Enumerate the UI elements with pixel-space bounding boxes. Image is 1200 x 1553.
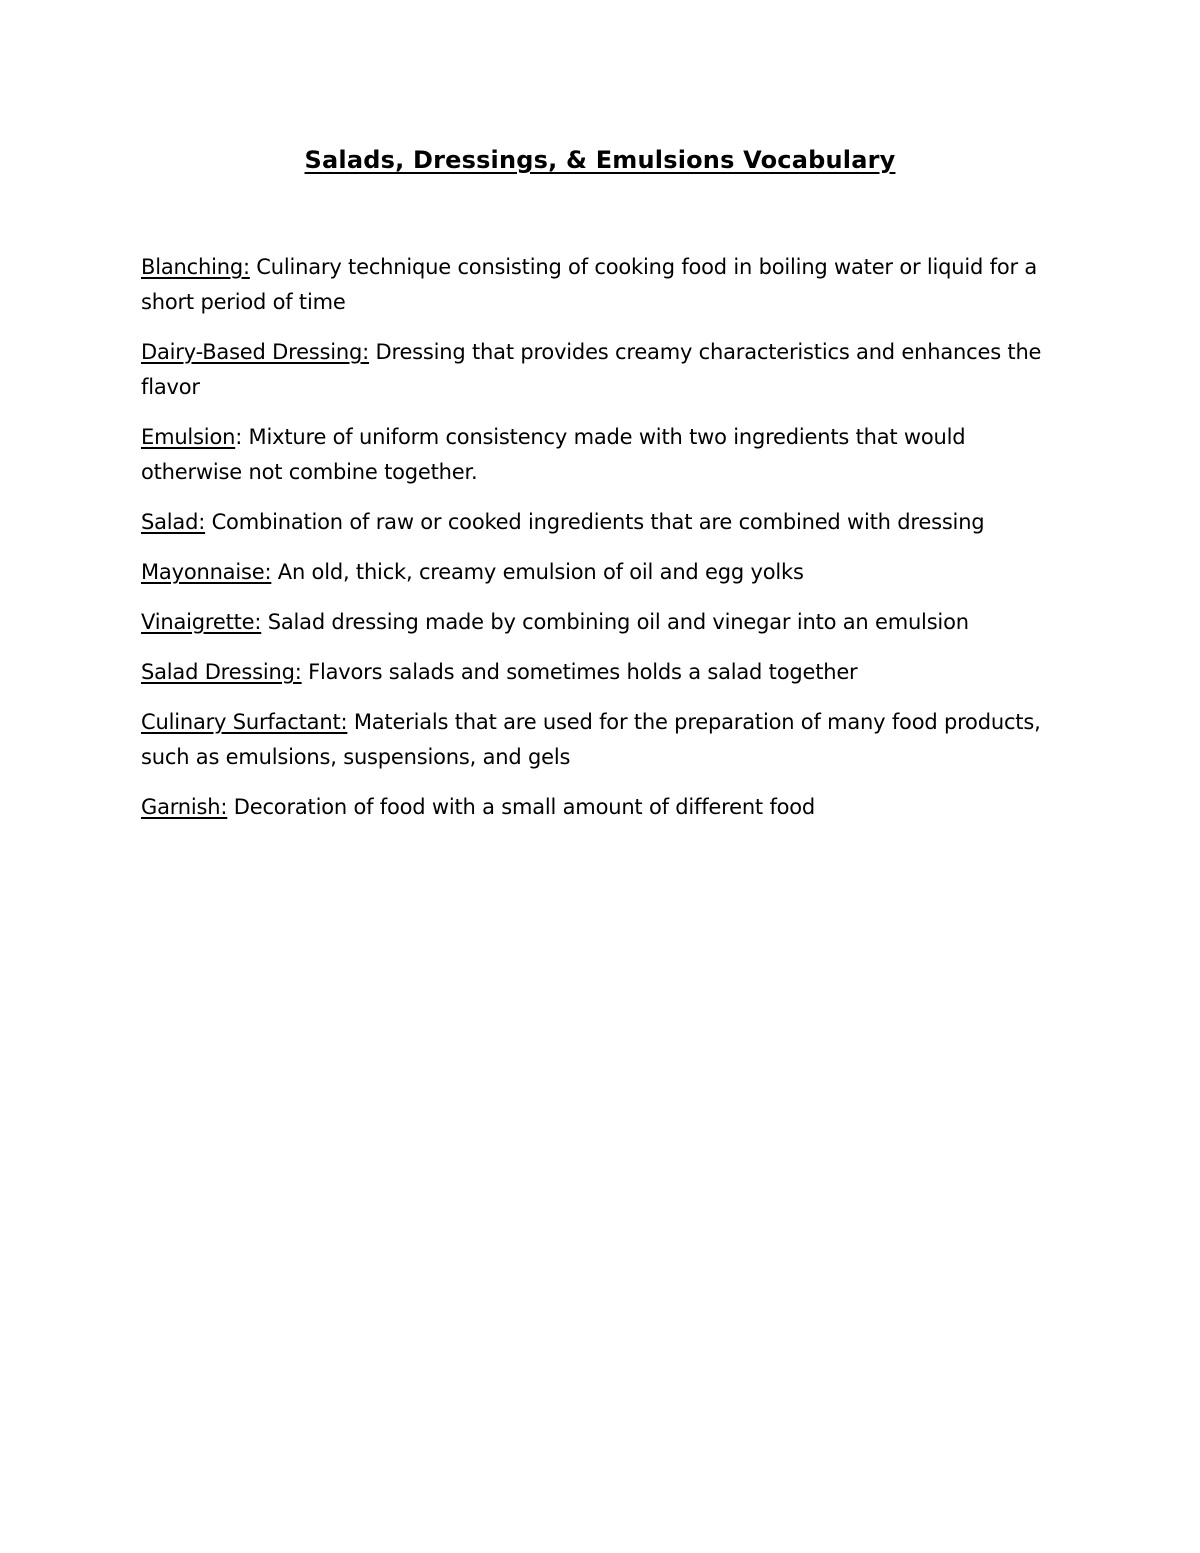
vocabulary-item-mayonnaise bbox=[141, 555, 1071, 590]
term-definition: : Mixture of uniform consistency made with two ingredients that would otherwise not combine together. bbox=[141, 425, 966, 484]
term-name: Garnish: bbox=[141, 795, 228, 819]
vocabulary-item-salad bbox=[141, 505, 1071, 540]
term-name: Dairy-Based Dressing: bbox=[141, 340, 370, 364]
term-definition: Flavors salads and sometimes holds a salad together bbox=[301, 660, 858, 684]
term-definition: Materials that are used for the preparation of many food products, such as emulsions, suspensions, and gels bbox=[141, 710, 1041, 769]
vocabulary-item-vinaigrette bbox=[141, 605, 1071, 640]
term-definition: Decoration of food with a small amount of different food bbox=[227, 795, 816, 819]
vocabulary-item-garnish bbox=[141, 790, 1071, 825]
term-definition: An old, thick, creamy emulsion of oil and egg yolks bbox=[271, 560, 804, 584]
document-title: Salads, Dressings, & Emulsions Vocabulary bbox=[304, 146, 896, 174]
term-name: Vinaigrette: bbox=[141, 610, 262, 634]
vocabulary-item-salad-dressing bbox=[141, 655, 1071, 690]
term-definition: Culinary technique consisting of cooking food in boiling water or liquid for a short period of time bbox=[141, 255, 1038, 314]
term-definition: Combination of raw or cooked ingredients that are combined with dressing bbox=[205, 510, 985, 534]
vocabulary-item-emulsion bbox=[141, 420, 1071, 490]
term-name: Blanching: bbox=[141, 255, 250, 279]
term-name: Culinary Surfactant: bbox=[141, 710, 348, 734]
vocabulary-list bbox=[141, 250, 1071, 840]
term-name: Salad: bbox=[141, 510, 206, 534]
term-definition: Salad dressing made by combining oil and vinegar into an emulsion bbox=[261, 610, 969, 634]
vocabulary-item-blanching bbox=[141, 250, 1071, 320]
term-name: Salad Dressing: bbox=[141, 660, 302, 684]
vocabulary-item-dairy-based-dressing bbox=[141, 335, 1071, 405]
term-name: Mayonnaise: bbox=[141, 560, 272, 584]
vocabulary-item-culinary-surfactant bbox=[141, 705, 1071, 775]
term-name: Emulsion bbox=[141, 425, 236, 449]
term-definition: Dressing that provides creamy characteristics and enhances the flavor bbox=[141, 340, 1042, 399]
